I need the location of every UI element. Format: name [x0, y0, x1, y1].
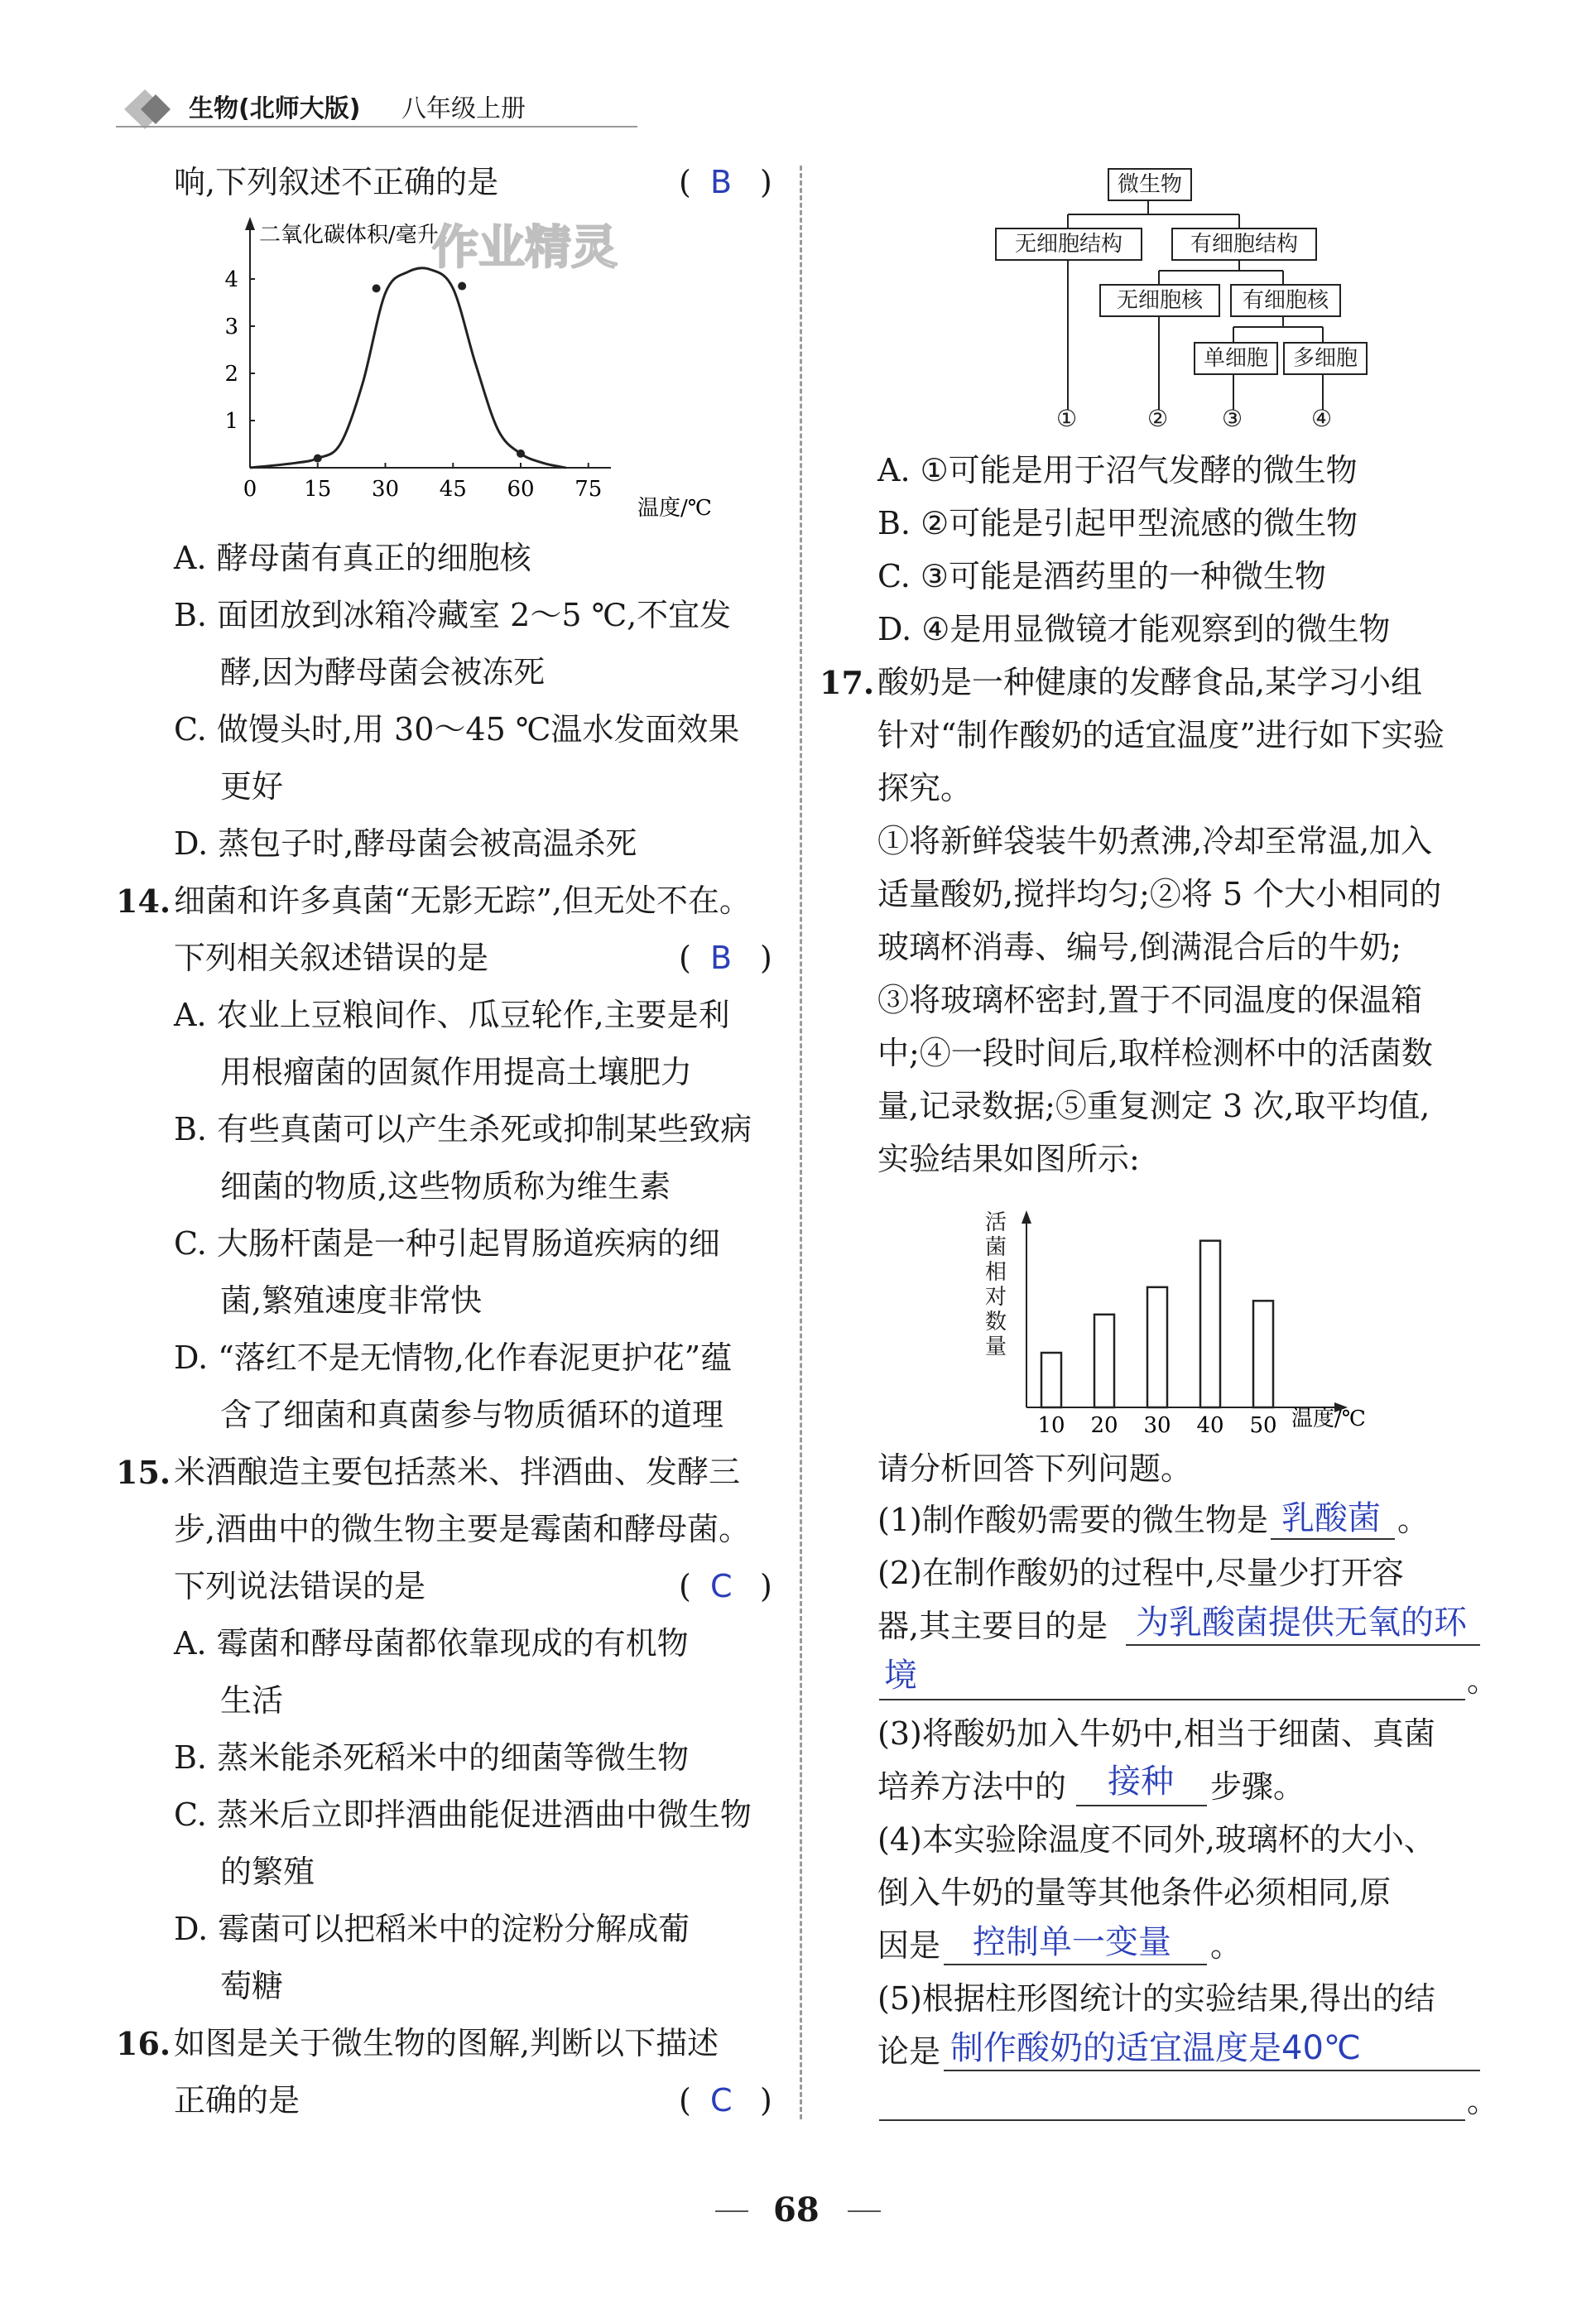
header-diamond-icon — [116, 83, 174, 132]
q14-option-c-2: 菌,繁殖速度非常快 — [220, 1282, 483, 1319]
chart1-x-tick-label: 0 — [243, 477, 257, 502]
q14-option-c-1: C. 大肠杆菌是一种引起胃肠道疾病的细 — [174, 1225, 720, 1262]
chart1-ylabel: 二氧化碳体积/毫升 — [259, 223, 439, 248]
q17-p4-line2: 倒入牛奶的量等其他条件必须相同,原 — [877, 1874, 1392, 1911]
q17-p2-prefix: 器,其主要目的是 — [877, 1608, 1108, 1644]
q15-option-a-1: A. 霉菌和酵母菌都依靠现成的有机物 — [174, 1625, 689, 1662]
q13-option-c-2: 更好 — [220, 768, 284, 805]
diagram-has-cell-structure: 有细胞结构 — [1171, 228, 1317, 261]
q17-p3-prefix: 培养方法中的 — [877, 1768, 1067, 1805]
q17-line-8: 中;④一段时间后,取样检测杯中的活菌数 — [877, 1035, 1433, 1071]
q17-p2-answer-1: 为乳酸菌提供无氧的环 — [1136, 1604, 1467, 1642]
q17-line-3: 探究。 — [877, 770, 973, 806]
chart1-x-tick-label: 15 — [304, 477, 332, 502]
chart1-series-curve — [250, 268, 566, 468]
header-book: 生物(北师大版) — [189, 94, 361, 123]
q13-option-b-2: 酵,因为酵母菌会被冻死 — [220, 654, 546, 690]
q17-p5-answer: 制作酸奶的适宜温度是40℃ — [950, 2029, 1361, 2067]
watermark: 作业精灵 — [432, 220, 618, 275]
q17-line-4: ①将新鲜袋装牛奶煮沸,冷却至常温,加入 — [877, 823, 1433, 859]
chart1-data-point — [314, 454, 322, 463]
diagram-has-nucleus: 有细胞核 — [1230, 284, 1341, 317]
q16-stem-1: 如图是关于微生物的图解,判断以下描述 — [174, 2025, 719, 2061]
q17-line-9: 量,记录数据;⑤重复测定 3 次,取平均值, — [877, 1088, 1430, 1124]
q17-p5-suffix: 。 — [1467, 2083, 1499, 2119]
q17-line-5: 适量酸奶,搅拌均匀;②将 5 个大小相同的 — [877, 876, 1442, 912]
q15-answer: C — [710, 1568, 733, 1604]
q14-answer: B — [710, 940, 733, 976]
diagram-label-4: ④ — [1311, 405, 1333, 432]
q17-p1-answer: 乳酸菌 — [1281, 1499, 1381, 1537]
chart1-data-point — [373, 284, 381, 292]
diagram-no-cell-structure: 无细胞结构 — [995, 228, 1142, 261]
q13-option-d: D. 蒸包子时,酵母菌会被高温杀死 — [174, 825, 637, 862]
chart1-y-tick-label: 1 — [224, 409, 238, 434]
q15-option-d-2: 萄糖 — [220, 1968, 284, 2004]
q17-after-chart: 请分析回答下列问题。 — [877, 1450, 1193, 1487]
header — [116, 83, 637, 132]
chart1-data-point — [517, 450, 525, 458]
chart2-x-tick-label: 40 — [1196, 1413, 1224, 1438]
q14-number: 14. — [116, 883, 171, 920]
q17-line-1: 酸奶是一种健康的发酵食品,某学习小组 — [877, 664, 1423, 700]
q14-option-a-2: 用根瘤菌的固氮作用提高土壤肥力 — [220, 1054, 693, 1090]
chart1-y-tick-label: 3 — [224, 315, 238, 339]
chart2-bar — [1041, 1353, 1061, 1407]
q17-p2-answer-2: 境 — [884, 1657, 917, 1695]
q17-p4-prefix: 因是 — [877, 1927, 941, 1964]
q14-option-a-1: A. 农业上豆粮间作、瓜豆轮作,主要是利 — [174, 997, 730, 1033]
q17-line-10: 实验结果如图所示: — [877, 1141, 1140, 1177]
q16-stem-2: 正确的是 — [174, 2082, 300, 2119]
chart2-bar — [1147, 1287, 1167, 1407]
q17-p5-blank-2 — [879, 2119, 1465, 2121]
q14-option-b-1: B. 有些真菌可以产生杀死或抑制某些致病 — [174, 1111, 752, 1147]
q17-line-6: 玻璃杯消毒、编号,倒满混合后的牛奶; — [877, 929, 1401, 965]
q14-stem-1: 细菌和许多真菌“无影无踪”,但无处不在。 — [174, 883, 751, 919]
q17-line-7: ③将玻璃杯密封,置于不同温度的保温箱 — [877, 982, 1423, 1018]
chart1-x-tick-label: 75 — [574, 477, 603, 502]
page-number: 68 — [773, 2191, 820, 2229]
q17-p3-line1: (3)将酸奶加入牛奶中,相当于细菌、真菌 — [877, 1715, 1435, 1752]
q15-option-d-1: D. 霉菌可以把稻米中的淀粉分解成葡 — [174, 1911, 690, 1947]
q15-option-b: B. 蒸米能杀死稻米中的细菌等微生物 — [174, 1739, 690, 1776]
chart1-data-point — [458, 282, 466, 291]
q14-option-d-1: D. “落红不是无情物,化作春泥更护花”蕴 — [174, 1339, 733, 1376]
chart2-x-tick-label: 10 — [1037, 1413, 1065, 1438]
q13-option-b-1: B. 面团放到冰箱冷藏室 2～5 ℃,不宜发 — [174, 597, 732, 633]
co2-line-chart — [199, 207, 795, 522]
q13-option-c-1: C. 做馒头时,用 30～45 ℃温水发面效果 — [174, 711, 740, 748]
bacteria-bar-chart — [985, 1200, 1382, 1440]
q17-p4-answer: 控制单一变量 — [973, 1923, 1171, 1961]
q16-option-a: A. ①可能是用于沼气发酵的微生物 — [877, 452, 1358, 488]
chart1-xlabel: 温度/℃ — [637, 496, 712, 521]
chart2-x-tick-label: 50 — [1249, 1413, 1277, 1438]
q14-option-d-2: 含了细菌和真菌参与物质循环的道理 — [220, 1397, 724, 1433]
q15-stem-3: 下列说法错误的是 — [174, 1568, 426, 1604]
chart2-y-arrow — [1022, 1210, 1031, 1224]
q14-stem-2: 下列相关叙述错误的是 — [174, 940, 489, 976]
q13-option-a: A. 酵母菌有真正的细胞核 — [174, 540, 531, 576]
chart2-ylabel: 活菌相对数量 — [985, 1210, 1007, 1359]
microbe-diagram — [985, 161, 1482, 435]
chart1-x-tick-label: 30 — [371, 477, 400, 502]
q17-number: 17. — [820, 664, 875, 701]
q16-option-c: C. ③可能是酒药里的一种微生物 — [877, 558, 1326, 594]
chart2-bar — [1200, 1241, 1220, 1407]
diagram-root: 微生物 — [1108, 168, 1192, 201]
q17-p3-blank — [1076, 1805, 1207, 1806]
q17-p3-suffix: 步骤。 — [1210, 1768, 1305, 1805]
q17-p1-prefix: (1)制作酸奶需要的微生物是 — [877, 1502, 1268, 1538]
diagram-label-1: ① — [1056, 405, 1078, 432]
column-divider — [800, 166, 802, 2119]
diagram-label-2: ② — [1147, 405, 1169, 432]
q15-stem-2: 步,酒曲中的微生物主要是霉菌和酵母菌。 — [174, 1511, 751, 1547]
diagram-multicellular: 多细胞 — [1283, 342, 1368, 375]
q15-option-c-1: C. 蒸米后立即拌酒曲能促进酒曲中微生物 — [174, 1796, 752, 1833]
chart2-xlabel: 温度/℃ — [1291, 1407, 1366, 1431]
q16-number: 16. — [116, 2025, 171, 2062]
q17-p2-blank-2 — [879, 1699, 1465, 1700]
q13-stem-tail: 响,下列叙述不正确的是 — [174, 164, 499, 200]
q17-p3-answer: 接种 — [1108, 1763, 1174, 1801]
q14-option-b-2: 细菌的物质,这些物质称为维生素 — [220, 1168, 671, 1205]
chart1-y-tick-label: 2 — [224, 362, 238, 387]
q17-line-2: 针对“制作酸奶的适宜温度”进行如下实验 — [877, 717, 1445, 753]
q15-option-c-2: 的繁殖 — [220, 1854, 315, 1890]
chart2-bar — [1253, 1301, 1273, 1407]
diagram-no-nucleus: 无细胞核 — [1099, 284, 1220, 317]
q16-option-b: B. ②可能是引起甲型流感的微生物 — [877, 505, 1358, 541]
q17-p5-prefix: 论是 — [877, 2033, 941, 2070]
q17-p2-suffix: 。 — [1467, 1662, 1499, 1699]
q16-option-d: D. ④是用显微镜才能观察到的微生物 — [877, 611, 1391, 647]
q17-p5-line1: (5)根据柱形图统计的实验结果,得出的结 — [877, 1980, 1435, 2017]
diagram-unicellular: 单细胞 — [1194, 342, 1278, 375]
q17-p4-line1: (4)本实验除温度不同外,玻璃杯的大小、 — [877, 1821, 1435, 1858]
chart2-x-tick-label: 30 — [1143, 1413, 1171, 1438]
header-grade: 八年级上册 — [401, 94, 526, 123]
page-number-area — [715, 2186, 881, 2235]
chart1-x-tick-label: 60 — [507, 477, 535, 502]
chart2-x-tick-label: 20 — [1090, 1413, 1118, 1438]
q15-number: 15. — [116, 1454, 171, 1491]
diagram-label-3: ③ — [1222, 405, 1243, 432]
q15-stem-1: 米酒酿造主要包括蒸米、拌酒曲、发酵三 — [174, 1454, 741, 1490]
q17-p2-line1: (2)在制作酸奶的过程中,尽量少打开容 — [877, 1555, 1404, 1591]
q15-option-a-2: 生活 — [220, 1682, 284, 1719]
q17-p1-suffix: 。 — [1397, 1502, 1430, 1538]
q16-answer: C — [710, 2082, 733, 2119]
q17-p4-suffix: 。 — [1210, 1927, 1243, 1964]
chart1-y-tick-label: 4 — [224, 267, 238, 292]
header-rule — [116, 126, 637, 127]
chart1-x-tick-label: 45 — [439, 477, 467, 502]
chart1-y-arrow — [245, 217, 255, 230]
q13-answer: B — [710, 164, 733, 200]
chart2-bar — [1094, 1315, 1114, 1407]
